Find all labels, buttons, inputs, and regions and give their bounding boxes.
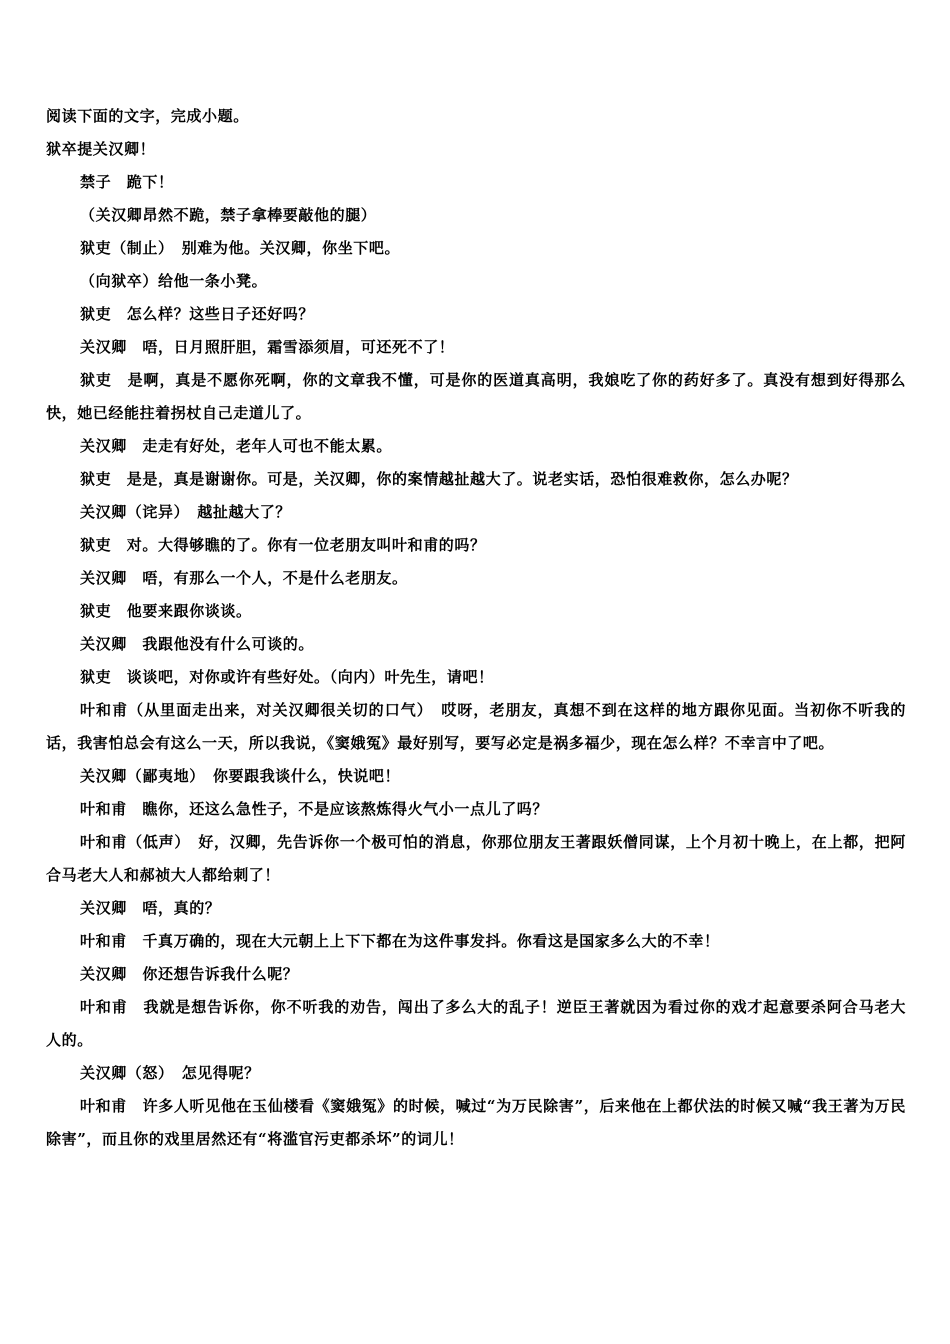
dialogue-paragraph: 狱吏 怎么样？这些日子还好吗？	[80, 305, 315, 323]
dialogue-paragraph: （关汉卿昂然不跪，禁子拿棒要敲他的腿）	[80, 206, 377, 224]
dialogue-paragraph: 关汉卿 我跟他没有什么可谈的。	[80, 635, 315, 653]
dialogue-paragraph: 叶和甫 千真万确的，现在大元朝上上下下都在为这件事发抖。你看这是国家多么大的不幸！	[80, 932, 720, 950]
dialogue-paragraph: 叶和甫 瞧你，还这么急性子，不是应该熬炼得火气小一点儿了吗？	[80, 800, 549, 818]
dialogue-paragraph: （向狱卒）给他一条小凳。	[80, 272, 268, 290]
dialogue-paragraph: 叶和甫 我就是想告诉你，你不听我的劝告，闯出了多么大的乱子！逆臣王著就因为看过你的戏才起意要杀阿合马老大人的。	[46, 998, 906, 1049]
dialogue-paragraph: 叶和甫（从里面走出来，对关汉卿很关切的口气） 哎呀，老朋友，真想不到在这样的地方跟你见面。当初你不听我的话，我害怕总会有这么一天，所以我说，《窦娥冤》最好别写，要写必定是祸多福少，现在怎么样？不幸言中了吧。	[46, 701, 906, 752]
dialogue-paragraph: 关汉卿 唔，日月照肝胆，霜雪添须眉，可还死不了！	[80, 338, 455, 356]
dialogue-paragraph: 叶和甫 许多人听见他在玉仙楼看《窦娥冤》的时候，喊过“为万民除害”，后来他在上都伏法的时候又喊“我王著为万民除害”，而且你的戏里居然还有“将滥官污吏都杀坏”的词儿！	[46, 1097, 906, 1148]
dialogue-paragraph: 关汉卿（诧异） 越扯越大了？	[80, 503, 291, 521]
dialogue-paragraph: 关汉卿 你还想告诉我什么呢？	[80, 965, 299, 983]
dialogue-paragraph: 关汉卿 走走有好处，老年人可也不能太累。	[80, 437, 393, 455]
dialogue-paragraph: 狱吏（制止） 别难为他。关汉卿，你坐下吧。	[80, 239, 401, 257]
dialogue-paragraph: 关汉卿（怒） 怎见得呢？	[80, 1064, 260, 1082]
dialogue-paragraph: 关汉卿 唔，真的？	[80, 899, 221, 917]
dialogue-paragraph: 狱吏 是是，真是谢谢你。可是，关汉卿，你的案情越扯越大了。说老实话，恐怕很难救你，怎么办呢？	[80, 470, 798, 488]
dialogue-paragraph: 叶和甫（低声） 好，汉卿，先告诉你一个极可怕的消息，你那位朋友王著跟妖僧同谋，上个月初十晚上，在上都，把阿合马老大人和郝祯大人都给刺了！	[46, 833, 906, 884]
instruction-text: 阅读下面的文字，完成小题。	[46, 107, 249, 125]
dialogue-paragraph: 狱卒提关汉卿！	[46, 140, 156, 158]
dialogue-paragraph: 狱吏 谈谈吧，对你或许有些好处。（向内）叶先生，请吧！	[80, 668, 494, 686]
script-excerpt	[46, 100, 906, 1156]
dialogue-paragraph: 狱吏 是啊，真是不愿你死啊，你的文章我不懂，可是你的医道真高明，我娘吃了你的药好多了。真没有想到好得那么快，她已经能拄着拐杖自己走道儿了。	[46, 371, 906, 422]
dialogue-paragraph: 狱吏 他要来跟你谈谈。	[80, 602, 252, 620]
dialogue-paragraph: 关汉卿（鄙夷地） 你要跟我谈什么，快说吧！	[80, 767, 401, 785]
dialogue-paragraph: 关汉卿 唔，有那么一个人，不是什么老朋友。	[80, 569, 408, 587]
dialogue-paragraph: 狱吏 对。大得够瞧的了。你有一位老朋友叫叶和甫的吗？	[80, 536, 486, 554]
dialogue-paragraph: 禁子 跪下！	[80, 173, 174, 191]
